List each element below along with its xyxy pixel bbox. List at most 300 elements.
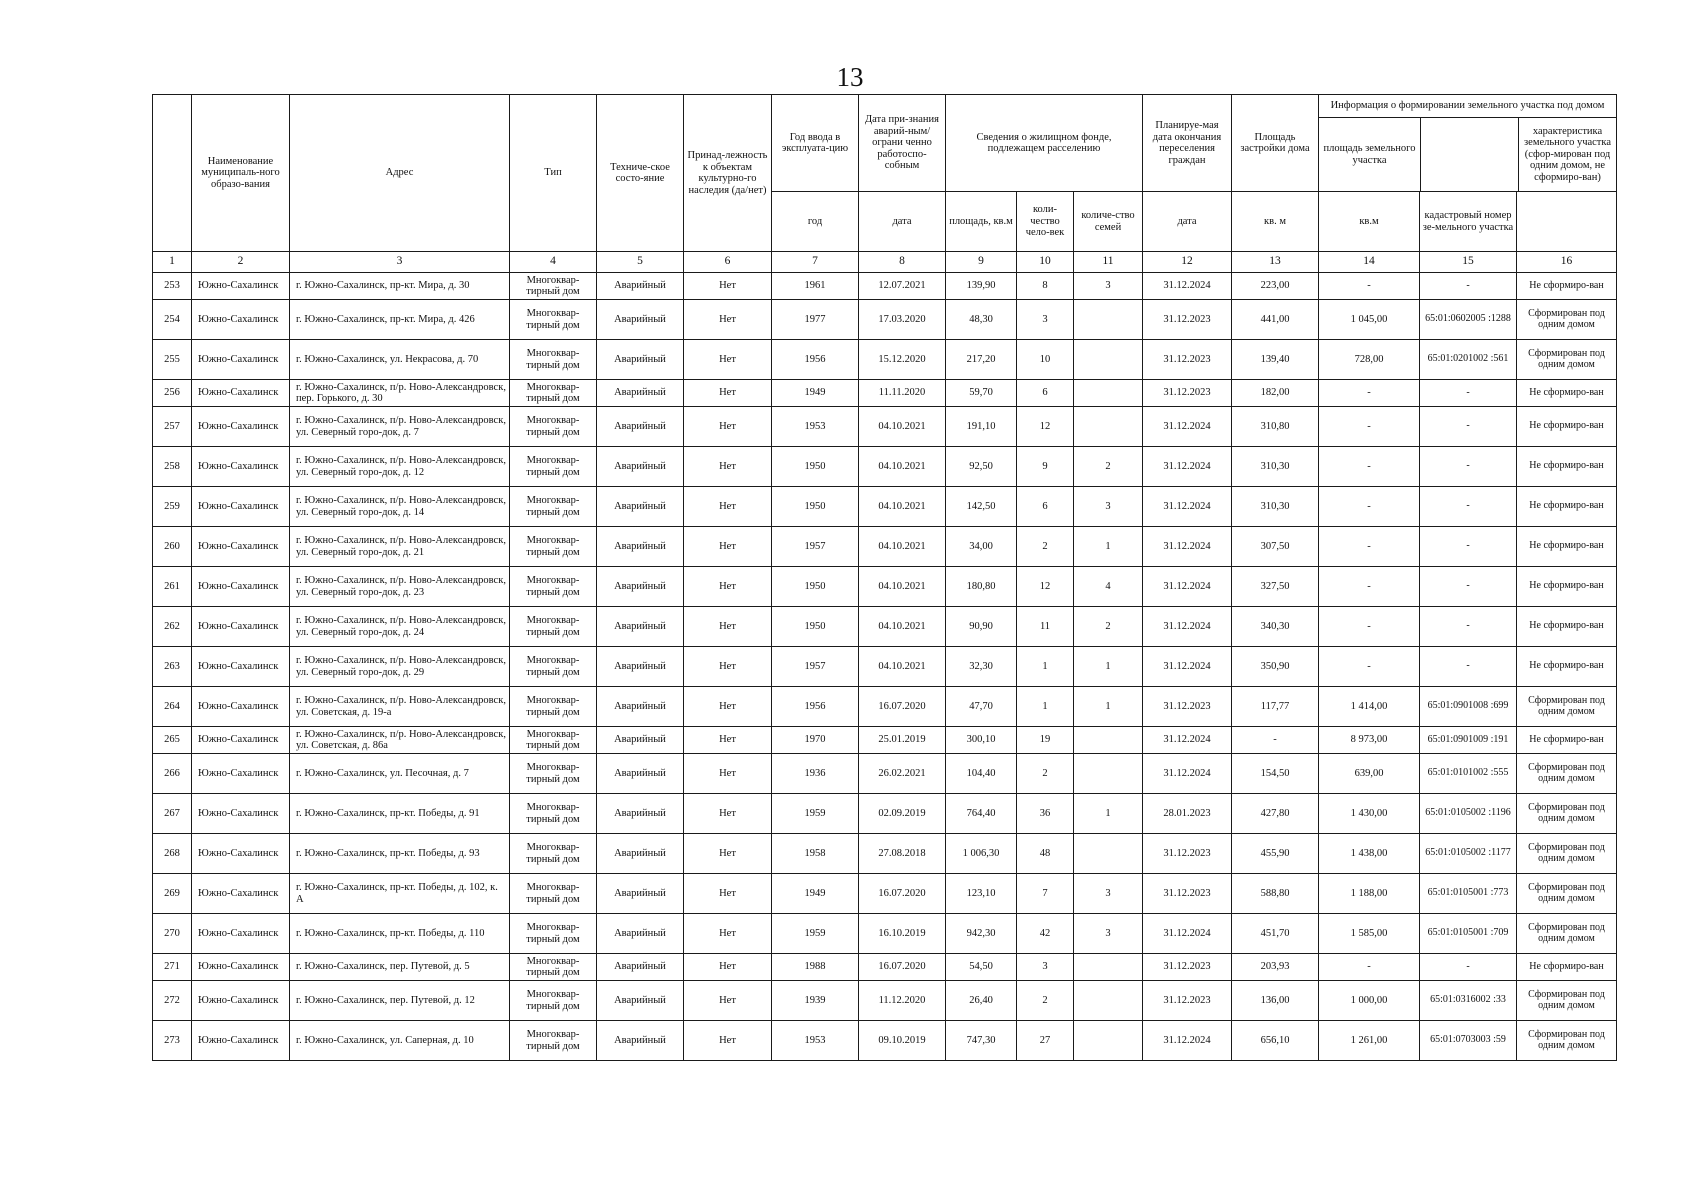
heritage-cell: Нет [684, 447, 772, 487]
cadastral-cell: 65:01:0316002 :33 [1420, 981, 1517, 1021]
condition-cell: Аварийный [597, 754, 684, 794]
area-cell: 942,30 [946, 914, 1017, 954]
area-cell: 747,30 [946, 1021, 1017, 1061]
type-cell: Многоквар-тирный дом [510, 567, 597, 607]
column-number: 11 [1074, 252, 1143, 273]
address-cell: г. Южно-Сахалинск, ул. Некрасова, д. 70 [290, 340, 510, 380]
municipality-cell: Южно-Сахалинск [192, 273, 290, 300]
cadastral-cell: 65:01:0105002 :1177 [1420, 834, 1517, 874]
families-cell [1074, 981, 1143, 1021]
land-status-cell: Не сформиро-ван [1517, 380, 1617, 407]
land-status-cell: Сформирован под одним домом [1517, 754, 1617, 794]
area-cell: 180,80 [946, 567, 1017, 607]
resettle-date-cell: 31.12.2024 [1143, 607, 1232, 647]
address-cell: г. Южно-Сахалинск, пр-кт. Мира, д. 30 [290, 273, 510, 300]
land-status-cell: Не сформиро-ван [1517, 527, 1617, 567]
emergency-date-cell: 11.12.2020 [859, 981, 946, 1021]
address-cell: г. Южно-Сахалинск, п/р. Ново-Александровск, ул. Северный горо-док, д. 21 [290, 527, 510, 567]
families-cell [1074, 754, 1143, 794]
type-cell: Многоквар-тирный дом [510, 874, 597, 914]
municipality-cell: Южно-Сахалинск [192, 834, 290, 874]
header-address: Адрес [290, 95, 510, 252]
municipality-cell: Южно-Сахалинск [192, 1021, 290, 1061]
type-cell: Многоквар-тирный дом [510, 527, 597, 567]
emergency-date-cell: 11.11.2020 [859, 380, 946, 407]
area-cell: 764,40 [946, 794, 1017, 834]
land-area-cell: - [1319, 447, 1420, 487]
area-cell: 26,40 [946, 981, 1017, 1021]
land-area-cell: - [1319, 607, 1420, 647]
type-cell: Многоквар-тирный дом [510, 607, 597, 647]
resettle-date-cell: 31.12.2023 [1143, 380, 1232, 407]
cadastral-cell: 65:01:0901009 :191 [1420, 727, 1517, 754]
heritage-cell: Нет [684, 914, 772, 954]
people-cell: 12 [1017, 407, 1074, 447]
land-area-cell: 8 973,00 [1319, 727, 1420, 754]
land-area-cell: 1 430,00 [1319, 794, 1420, 834]
people-cell: 10 [1017, 340, 1074, 380]
resettle-date-cell: 31.12.2023 [1143, 954, 1232, 981]
municipality-cell: Южно-Сахалинск [192, 487, 290, 527]
type-cell: Многоквар-тирный дом [510, 447, 597, 487]
year-cell: 1970 [772, 727, 859, 754]
land-area-cell: - [1319, 567, 1420, 607]
table-body [153, 273, 1617, 1061]
cadastral-cell: - [1420, 647, 1517, 687]
people-cell: 36 [1017, 794, 1074, 834]
table-row [153, 273, 1617, 300]
emergency-date-cell: 12.07.2021 [859, 273, 946, 300]
families-cell [1074, 380, 1143, 407]
people-cell: 42 [1017, 914, 1074, 954]
land-status-cell: Сформирован под одним домом [1517, 794, 1617, 834]
land-area-cell: - [1319, 647, 1420, 687]
land-area-cell: 639,00 [1319, 754, 1420, 794]
municipality-cell: Южно-Сахалинск [192, 607, 290, 647]
cadastral-cell: 65:01:0201002 :561 [1420, 340, 1517, 380]
row-number: 261 [153, 567, 192, 607]
year-cell: 1957 [772, 527, 859, 567]
people-cell: 1 [1017, 687, 1074, 727]
land-status-cell: Сформирован под одним домом [1517, 874, 1617, 914]
year-cell: 1950 [772, 447, 859, 487]
resettle-date-cell: 31.12.2024 [1143, 527, 1232, 567]
families-cell [1074, 727, 1143, 754]
address-cell: г. Южно-Сахалинск, пер. Путевой, д. 5 [290, 954, 510, 981]
column-number: 13 [1232, 252, 1319, 273]
header-land-area-unit: кв.м [1319, 192, 1420, 252]
families-cell: 3 [1074, 914, 1143, 954]
type-cell: Многоквар-тирный дом [510, 487, 597, 527]
column-number: 15 [1420, 252, 1517, 273]
land-area-cell: - [1319, 273, 1420, 300]
row-number: 257 [153, 407, 192, 447]
emergency-date-cell: 04.10.2021 [859, 607, 946, 647]
building-area-cell: 310,30 [1232, 447, 1319, 487]
land-status-cell: Сформирован под одним домом [1517, 981, 1617, 1021]
header-year: год [772, 192, 859, 252]
resettle-date-cell: 31.12.2024 [1143, 487, 1232, 527]
header-building-unit: кв. м [1232, 192, 1319, 252]
people-cell: 2 [1017, 527, 1074, 567]
heritage-cell: Нет [684, 687, 772, 727]
heritage-cell: Нет [684, 567, 772, 607]
header-families: количе-ство семей [1074, 192, 1143, 252]
people-cell: 9 [1017, 447, 1074, 487]
families-cell: 4 [1074, 567, 1143, 607]
header-housing-group: Сведения о жилищном фонде, подлежащем расселению [946, 95, 1143, 192]
people-cell: 3 [1017, 300, 1074, 340]
address-cell: г. Южно-Сахалинск, ул. Песочная, д. 7 [290, 754, 510, 794]
row-number: 259 [153, 487, 192, 527]
heritage-cell: Нет [684, 527, 772, 567]
land-status-cell: Не сформиро-ван [1517, 647, 1617, 687]
year-cell: 1950 [772, 487, 859, 527]
type-cell: Многоквар-тирный дом [510, 954, 597, 981]
type-cell: Многоквар-тирный дом [510, 407, 597, 447]
header-land-status-spacer [1517, 192, 1617, 252]
header-land-info: Информация о формировании земельного участка под домом [1319, 95, 1616, 118]
building-area-cell: - [1232, 727, 1319, 754]
area-cell: 104,40 [946, 754, 1017, 794]
year-cell: 1949 [772, 874, 859, 914]
year-cell: 1950 [772, 567, 859, 607]
land-status-cell: Сформирован под одним домом [1517, 914, 1617, 954]
land-area-cell: - [1319, 527, 1420, 567]
people-cell: 6 [1017, 487, 1074, 527]
heritage-cell: Нет [684, 1021, 772, 1061]
column-number: 12 [1143, 252, 1232, 273]
resettle-date-cell: 31.12.2024 [1143, 727, 1232, 754]
address-cell: г. Южно-Сахалинск, пр-кт. Победы, д. 93 [290, 834, 510, 874]
families-cell: 1 [1074, 687, 1143, 727]
area-cell: 123,10 [946, 874, 1017, 914]
building-area-cell: 223,00 [1232, 273, 1319, 300]
header-type: Тип [510, 95, 597, 252]
cadastral-cell: - [1420, 954, 1517, 981]
building-area-cell: 588,80 [1232, 874, 1319, 914]
condition-cell: Аварийный [597, 834, 684, 874]
resettle-date-cell: 31.12.2024 [1143, 647, 1232, 687]
municipality-cell: Южно-Сахалинск [192, 754, 290, 794]
people-cell: 1 [1017, 647, 1074, 687]
header-people: коли-чество чело-век [1017, 192, 1074, 252]
land-status-cell: Не сформиро-ван [1517, 447, 1617, 487]
year-cell: 1936 [772, 754, 859, 794]
type-cell: Многоквар-тирный дом [510, 273, 597, 300]
condition-cell: Аварийный [597, 407, 684, 447]
year-cell: 1953 [772, 1021, 859, 1061]
condition-cell: Аварийный [597, 981, 684, 1021]
year-cell: 1977 [772, 300, 859, 340]
heritage-cell: Нет [684, 487, 772, 527]
table-row [153, 527, 1617, 567]
area-cell: 191,10 [946, 407, 1017, 447]
address-cell: г. Южно-Сахалинск, п/р. Ново-Александровск, ул. Северный горо-док, д. 29 [290, 647, 510, 687]
row-number: 272 [153, 981, 192, 1021]
land-area-cell: 728,00 [1319, 340, 1420, 380]
area-cell: 48,30 [946, 300, 1017, 340]
municipality-cell: Южно-Сахалинск [192, 527, 290, 567]
families-cell [1074, 407, 1143, 447]
municipality-cell: Южно-Сахалинск [192, 380, 290, 407]
cadastral-cell: 65:01:0105002 :1196 [1420, 794, 1517, 834]
building-area-cell: 136,00 [1232, 981, 1319, 1021]
emergency-date-cell: 09.10.2019 [859, 1021, 946, 1061]
municipality-cell: Южно-Сахалинск [192, 647, 290, 687]
land-status-cell: Не сформиро-ван [1517, 567, 1617, 607]
resettle-date-cell: 31.12.2024 [1143, 447, 1232, 487]
area-cell: 54,50 [946, 954, 1017, 981]
cadastral-cell: - [1420, 380, 1517, 407]
header-resettle-group: Планируе-мая дата окончания переселения граждан [1143, 95, 1232, 192]
heritage-cell: Нет [684, 874, 772, 914]
table-row [153, 407, 1617, 447]
land-status-cell: Не сформиро-ван [1517, 607, 1617, 647]
type-cell: Многоквар-тирный дом [510, 300, 597, 340]
header-emergency-date: дата [859, 192, 946, 252]
emergency-date-cell: 04.10.2021 [859, 407, 946, 447]
row-number: 273 [153, 1021, 192, 1061]
building-area-cell: 307,50 [1232, 527, 1319, 567]
table-row [153, 647, 1617, 687]
land-status-cell: Не сформиро-ван [1517, 727, 1617, 754]
building-area-cell: 310,30 [1232, 487, 1319, 527]
people-cell: 6 [1017, 380, 1074, 407]
row-number: 253 [153, 273, 192, 300]
cadastral-cell: 65:01:0105001 :709 [1420, 914, 1517, 954]
people-cell: 19 [1017, 727, 1074, 754]
land-status-cell: Сформирован под одним домом [1517, 340, 1617, 380]
cadastral-cell: 65:01:0105001 :773 [1420, 874, 1517, 914]
resettle-date-cell: 31.12.2023 [1143, 981, 1232, 1021]
area-cell: 90,90 [946, 607, 1017, 647]
emergency-date-cell: 16.07.2020 [859, 954, 946, 981]
page-number: 13 [836, 62, 864, 92]
resettle-date-cell: 28.01.2023 [1143, 794, 1232, 834]
condition-cell: Аварийный [597, 380, 684, 407]
year-cell: 1949 [772, 380, 859, 407]
land-area-cell: - [1319, 407, 1420, 447]
row-number: 258 [153, 447, 192, 487]
land-status-cell: Сформирован под одним домом [1517, 300, 1617, 340]
land-area-cell: 1 438,00 [1319, 834, 1420, 874]
row-number: 255 [153, 340, 192, 380]
heritage-cell: Нет [684, 981, 772, 1021]
type-cell: Многоквар-тирный дом [510, 340, 597, 380]
year-cell: 1958 [772, 834, 859, 874]
table-row [153, 447, 1617, 487]
year-cell: 1988 [772, 954, 859, 981]
row-number: 263 [153, 647, 192, 687]
building-area-cell: 340,30 [1232, 607, 1319, 647]
resettle-date-cell: 31.12.2024 [1143, 914, 1232, 954]
people-cell: 48 [1017, 834, 1074, 874]
cadastral-cell: 65:01:0101002 :555 [1420, 754, 1517, 794]
row-number: 268 [153, 834, 192, 874]
families-cell: 3 [1074, 874, 1143, 914]
building-area-cell: 327,50 [1232, 567, 1319, 607]
table-row [153, 727, 1617, 754]
table-row [153, 1021, 1617, 1061]
condition-cell: Аварийный [597, 727, 684, 754]
emergency-date-cell: 15.12.2020 [859, 340, 946, 380]
address-cell: г. Южно-Сахалинск, пер. Путевой, д. 12 [290, 981, 510, 1021]
heritage-cell: Нет [684, 754, 772, 794]
table-row [153, 954, 1617, 981]
building-area-cell: 656,10 [1232, 1021, 1319, 1061]
families-cell: 3 [1074, 273, 1143, 300]
emergency-date-cell: 27.08.2018 [859, 834, 946, 874]
table-row [153, 914, 1617, 954]
address-cell: г. Южно-Сахалинск, пр-кт. Мира, д. 426 [290, 300, 510, 340]
land-area-cell: - [1319, 954, 1420, 981]
area-cell: 217,20 [946, 340, 1017, 380]
address-cell: г. Южно-Сахалинск, п/р. Ново-Александровск, ул. Советская, д. 19-а [290, 687, 510, 727]
emergency-date-cell: 16.10.2019 [859, 914, 946, 954]
column-number: 5 [597, 252, 684, 273]
heritage-cell: Нет [684, 834, 772, 874]
emergency-date-cell: 04.10.2021 [859, 567, 946, 607]
emergency-date-cell: 25.01.2019 [859, 727, 946, 754]
header-resettle-date: дата [1143, 192, 1232, 252]
land-area-cell: 1 414,00 [1319, 687, 1420, 727]
table-row [153, 794, 1617, 834]
families-cell: 2 [1074, 447, 1143, 487]
heritage-cell: Нет [684, 407, 772, 447]
condition-cell: Аварийный [597, 447, 684, 487]
cadastral-cell: 65:01:0602005 :1288 [1420, 300, 1517, 340]
address-cell: г. Южно-Сахалинск, п/р. Ново-Александровск, ул. Северный горо-док, д. 14 [290, 487, 510, 527]
condition-cell: Аварийный [597, 487, 684, 527]
emergency-date-cell: 16.07.2020 [859, 687, 946, 727]
people-cell: 12 [1017, 567, 1074, 607]
header-land-status: характеристика земельного участка (сфор-мирован под одним домом, не сформиро-ван) [1524, 125, 1611, 183]
address-cell: г. Южно-Сахалинск, п/р. Ново-Александровск, ул. Советская, д. 86а [290, 727, 510, 754]
municipality-cell: Южно-Сахалинск [192, 874, 290, 914]
cadastral-cell: 65:01:0703003 :59 [1420, 1021, 1517, 1061]
families-cell [1074, 954, 1143, 981]
table-row [153, 567, 1617, 607]
year-cell: 1957 [772, 647, 859, 687]
condition-cell: Аварийный [597, 874, 684, 914]
column-number: 8 [859, 252, 946, 273]
resettle-date-cell: 31.12.2024 [1143, 567, 1232, 607]
emergency-date-cell: 04.10.2021 [859, 487, 946, 527]
header-area: площадь, кв.м [946, 192, 1017, 252]
column-number: 6 [684, 252, 772, 273]
row-number: 270 [153, 914, 192, 954]
building-area-cell: 441,00 [1232, 300, 1319, 340]
land-status-cell: Не сформиро-ван [1517, 954, 1617, 981]
table-row [153, 380, 1617, 407]
address-cell: г. Южно-Сахалинск, п/р. Ново-Александровск, ул. Северный горо-док, д. 7 [290, 407, 510, 447]
emergency-housing-table [152, 94, 1617, 1061]
heritage-cell: Нет [684, 954, 772, 981]
families-cell [1074, 340, 1143, 380]
table-row [153, 874, 1617, 914]
type-cell: Многоквар-тирный дом [510, 834, 597, 874]
families-cell [1074, 300, 1143, 340]
year-cell: 1961 [772, 273, 859, 300]
heritage-cell: Нет [684, 794, 772, 834]
header-municipality: Наименование муниципаль-ного образо-вания [192, 95, 290, 252]
condition-cell: Аварийный [597, 794, 684, 834]
resettle-date-cell: 31.12.2023 [1143, 687, 1232, 727]
families-cell: 3 [1074, 487, 1143, 527]
condition-cell: Аварийный [597, 567, 684, 607]
emergency-date-cell: 02.09.2019 [859, 794, 946, 834]
land-area-cell: 1 188,00 [1319, 874, 1420, 914]
condition-cell: Аварийный [597, 527, 684, 567]
cadastral-cell: - [1420, 447, 1517, 487]
municipality-cell: Южно-Сахалинск [192, 727, 290, 754]
municipality-cell: Южно-Сахалинск [192, 300, 290, 340]
heritage-cell: Нет [684, 340, 772, 380]
emergency-date-cell: 04.10.2021 [859, 447, 946, 487]
building-area-cell: 117,77 [1232, 687, 1319, 727]
address-cell: г. Южно-Сахалинск, пр-кт. Победы, д. 110 [290, 914, 510, 954]
building-area-cell: 203,93 [1232, 954, 1319, 981]
header-cadastral: кадастровый номер зе-мельного участка [1420, 192, 1517, 252]
table-row [153, 487, 1617, 527]
column-number: 10 [1017, 252, 1074, 273]
header-index [153, 95, 192, 252]
column-number: 16 [1517, 252, 1617, 273]
condition-cell: Аварийный [597, 300, 684, 340]
row-number: 264 [153, 687, 192, 727]
column-number: 7 [772, 252, 859, 273]
land-area-cell: - [1319, 487, 1420, 527]
resettle-date-cell: 31.12.2024 [1143, 1021, 1232, 1061]
heritage-cell: Нет [684, 727, 772, 754]
people-cell: 7 [1017, 874, 1074, 914]
cadastral-cell: - [1420, 567, 1517, 607]
resettle-date-cell: 31.12.2023 [1143, 834, 1232, 874]
condition-cell: Аварийный [597, 687, 684, 727]
header-emergency-group: Дата при-знания аварий-ным/ограни ченно работоспо-собным [859, 95, 946, 192]
address-cell: г. Южно-Сахалинск, ул. Саперная, д. 10 [290, 1021, 510, 1061]
heritage-cell: Нет [684, 300, 772, 340]
land-area-cell: 1 585,00 [1319, 914, 1420, 954]
emergency-date-cell: 16.07.2020 [859, 874, 946, 914]
row-number: 265 [153, 727, 192, 754]
header-building-group: Площадь застройки дома [1232, 95, 1319, 192]
year-cell: 1956 [772, 340, 859, 380]
table-row [153, 340, 1617, 380]
row-number: 262 [153, 607, 192, 647]
row-number: 269 [153, 874, 192, 914]
year-cell: 1959 [772, 914, 859, 954]
building-area-cell: 427,80 [1232, 794, 1319, 834]
heritage-cell: Нет [684, 647, 772, 687]
type-cell: Многоквар-тирный дом [510, 647, 597, 687]
land-status-cell: Сформирован под одним домом [1517, 687, 1617, 727]
row-number: 260 [153, 527, 192, 567]
header-year-group: Год ввода в эксплуата-цию [772, 95, 859, 192]
resettle-date-cell: 31.12.2023 [1143, 340, 1232, 380]
families-cell [1074, 834, 1143, 874]
building-area-cell: 310,80 [1232, 407, 1319, 447]
address-cell: г. Южно-Сахалинск, п/р. Ново-Александровск, ул. Северный горо-док, д. 23 [290, 567, 510, 607]
address-cell: г. Южно-Сахалинск, п/р. Ново-Александровск, пер. Горького, д. 30 [290, 380, 510, 407]
year-cell: 1959 [772, 794, 859, 834]
land-area-cell: - [1319, 380, 1420, 407]
type-cell: Многоквар-тирный дом [510, 754, 597, 794]
address-cell: г. Южно-Сахалинск, п/р. Ново-Александровск, ул. Северный горо-док, д. 24 [290, 607, 510, 647]
land-area-cell: 1 261,00 [1319, 1021, 1420, 1061]
type-cell: Многоквар-тирный дом [510, 1021, 597, 1061]
